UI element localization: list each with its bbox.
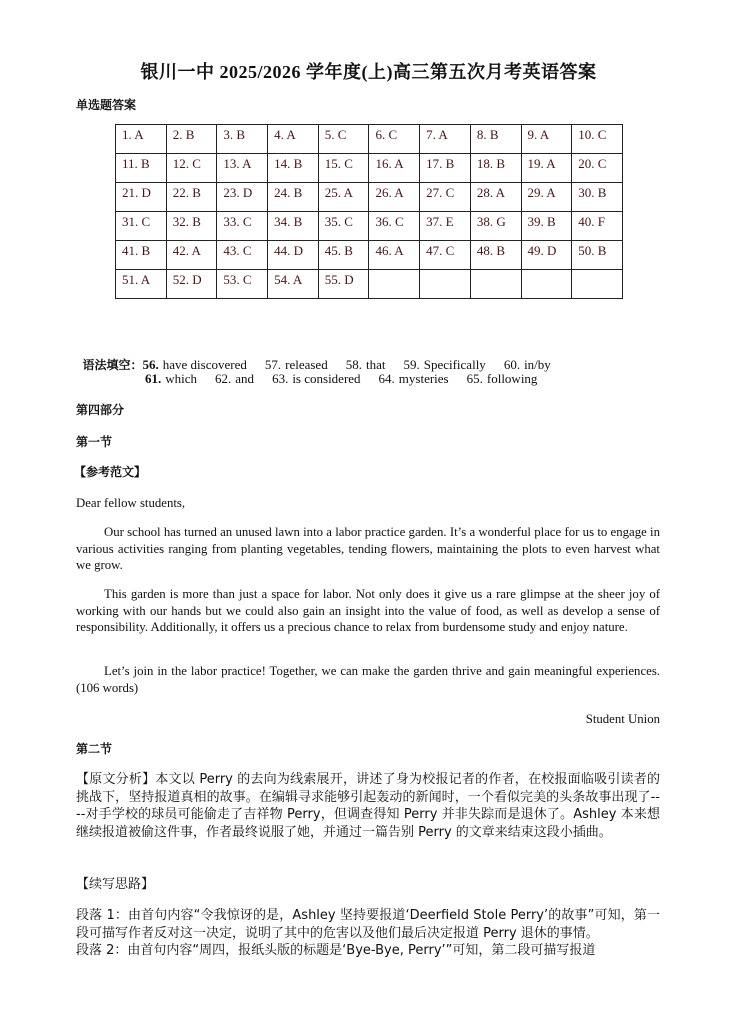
- grammar-number: 62.: [215, 371, 232, 386]
- answer-cell: 22. B: [166, 183, 217, 212]
- mcq-heading: 单选题答案: [76, 98, 137, 112]
- answer-cell: 51. A: [116, 270, 167, 299]
- grammar-text: and: [235, 371, 255, 386]
- answer-cell: 19. A: [521, 154, 572, 183]
- answer-cell: 34. B: [268, 212, 319, 241]
- grammar-text: in/by: [524, 357, 551, 372]
- grammar-number: 64.: [378, 371, 395, 386]
- answer-row: [116, 125, 623, 154]
- answer-cell: 39. B: [521, 212, 572, 241]
- answer-cell: [470, 270, 521, 299]
- answer-cell: 17. B: [420, 154, 471, 183]
- answer-cell: 44. D: [268, 241, 319, 270]
- answer-cell: 13. A: [217, 154, 268, 183]
- answer-row: [116, 241, 623, 270]
- grammar-text: mysteries: [398, 371, 449, 386]
- grammar-line-1: [76, 340, 583, 373]
- grammar-number: 59.: [403, 357, 420, 372]
- answer-cell: 4. A: [268, 125, 319, 154]
- grammar-number: 56.: [142, 357, 159, 372]
- answer-cell: 47. C: [420, 241, 471, 270]
- ideas-list: [76, 907, 660, 960]
- ideas-heading: 【续写思路】: [76, 877, 155, 892]
- grammar-answer: [379, 371, 449, 386]
- letter-paragraph-2: This garden is more than just a space for labor. Not only does it give us a rare glimpse at the sheer joy of working with our hands but we could also gain an insight into the value of food, as well as develop a sense of responsibility. Additionally, it offers us a precious chance to relax from burdensome study and enjoy nature.: [76, 587, 660, 634]
- sample-heading: 【参考范文】: [74, 465, 147, 479]
- document-title: 银川一中 2025/2026 学年度(上)高三第五次月考英语答案: [140, 62, 597, 82]
- answer-cell: [572, 270, 623, 299]
- answer-cell: 5. C: [318, 125, 369, 154]
- grammar-answer: [504, 357, 551, 372]
- answer-cell: 16. A: [369, 154, 420, 183]
- grammar-line-2: [145, 371, 569, 387]
- answer-cell: 40. F: [572, 212, 623, 241]
- answer-cell: 31. C: [116, 212, 167, 241]
- grammar-text: have discovered: [162, 357, 247, 372]
- answer-cell: 54. A: [268, 270, 319, 299]
- section2-heading: 第二节: [76, 742, 113, 756]
- answer-cell: [420, 270, 471, 299]
- answer-row: [116, 270, 623, 299]
- answer-row: [116, 154, 623, 183]
- answer-cell: 32. B: [166, 212, 217, 241]
- answer-cell: 9. A: [521, 125, 572, 154]
- answer-cell: 27. C: [420, 183, 471, 212]
- grammar-text: which: [165, 371, 198, 386]
- answer-cell: 3. B: [217, 125, 268, 154]
- analysis-text: 【原文分析】本文以 Perry 的去向为线索展开，讲述了身为校报记者的作者，在校报面临吸引读者的挑战下，坚持报道真相的故事。在编辑寻求能够引起轰动的新闻时，一个看似完美的头条故事出现了----对手学校的球员可能偷走了吉祥物 Perry，但调查得知 Perry 并非失踪而是退休了。Ashley 本来想继续报道被偷这件事，作者最终说服了她，并通过一篇告别 Perry 的文章来结束这段小插曲。: [76, 772, 660, 840]
- idea-paragraph-1: 段落 1：由首句内容“令我惊讶的是，Ashley 坚持要报道‘Deerfield Stole Perry’的故事”可知，第一段可描写作者反对这一决定，说明了其中的危害以及他们最后决定报道 Perry 退休的事情。: [76, 908, 660, 941]
- answer-cell: 2. B: [166, 125, 217, 154]
- grammar-answer: [467, 371, 538, 386]
- answer-cell: 24. B: [268, 183, 319, 212]
- answer-cell: 23. D: [217, 183, 268, 212]
- answer-cell: 49. D: [521, 241, 572, 270]
- letter-paragraph-1: Our school has turned an unused lawn into a labor practice garden. It’s a wonderful place for us to engage in various activities ranging from planting vegetables, tending flowers, maintaining the plots to even harvest what we grow.: [76, 525, 660, 572]
- part4-heading: 第四部分: [76, 403, 125, 417]
- grammar-answer: [145, 371, 197, 386]
- grammar-text: released: [285, 357, 328, 372]
- answer-cell: 52. D: [166, 270, 217, 299]
- answer-cell: 37. E: [420, 212, 471, 241]
- letter-greeting: Dear fellow students,: [76, 496, 186, 510]
- answer-cell: 25. A: [318, 183, 369, 212]
- answer-cell: 26. A: [369, 183, 420, 212]
- answer-cell: 28. A: [470, 183, 521, 212]
- answer-row: [116, 212, 623, 241]
- grammar-answer: [346, 357, 386, 372]
- answer-cell: 6. C: [369, 125, 420, 154]
- grammar-number: 60.: [503, 357, 521, 372]
- answer-cell: 55. D: [318, 270, 369, 299]
- grammar-answer: [143, 357, 247, 372]
- answer-cell: 10. C: [572, 125, 623, 154]
- letter-paragraph-3: Let’s join in the labor practice! Together, we can make the garden thrive and gain meaningful experiences.(106 words): [76, 664, 660, 695]
- answer-cell: 8. B: [470, 125, 521, 154]
- grammar-number: 58.: [345, 357, 362, 372]
- answer-cell: 46. A: [369, 241, 420, 270]
- grammar-number: 57.: [264, 357, 282, 372]
- grammar-answer: [403, 357, 485, 372]
- grammar-number: 63.: [272, 371, 289, 386]
- answer-cell: 41. B: [116, 241, 167, 270]
- answer-cell: 33. C: [217, 212, 268, 241]
- answer-cell: 50. B: [572, 241, 623, 270]
- grammar-answer: [272, 371, 360, 386]
- answer-cell: 29. A: [521, 183, 572, 212]
- answer-cell: 42. A: [166, 241, 217, 270]
- answer-cell: 18. B: [470, 154, 521, 183]
- section1-heading: 第一节: [76, 435, 113, 449]
- answer-cell: 35. C: [318, 212, 369, 241]
- answer-cell: 38. G: [470, 212, 521, 241]
- answer-cell: 1. A: [116, 125, 167, 154]
- grammar-answer: [265, 357, 328, 372]
- grammar-text: is considered: [292, 371, 361, 386]
- grammar-text: that: [365, 357, 386, 372]
- answer-cell: 21. D: [116, 183, 167, 212]
- grammar-number: 61.: [145, 371, 162, 386]
- answer-cell: 11. B: [116, 154, 167, 183]
- grammar-number: 65.: [466, 371, 483, 386]
- answer-cell: [369, 270, 420, 299]
- answer-cell: 30. B: [572, 183, 623, 212]
- answer-cell: 45. B: [318, 241, 369, 270]
- answer-cell: 53. C: [217, 270, 268, 299]
- answer-cell: [521, 270, 572, 299]
- grammar-label: 语法填空：: [82, 358, 143, 372]
- letter-signature: Student Union: [585, 712, 660, 726]
- grammar-answer: [215, 371, 254, 386]
- grammar-text: following: [486, 371, 538, 386]
- answer-cell: 43. C: [217, 241, 268, 270]
- answer-cell: 15. C: [318, 154, 369, 183]
- mcq-answer-table: [115, 124, 623, 299]
- answer-cell: 36. C: [369, 212, 420, 241]
- grammar-text: Specifically: [423, 357, 486, 372]
- answer-cell: 20. C: [572, 154, 623, 183]
- answer-cell: 48. B: [470, 241, 521, 270]
- answer-cell: 7. A: [420, 125, 471, 154]
- answer-row: [116, 183, 623, 212]
- idea-paragraph-2: 段落 2：由首句内容“周四，报纸头版的标题是‘Bye-Bye, Perry’”可知，第二段可描写报道: [76, 943, 596, 958]
- answer-cell: 12. C: [166, 154, 217, 183]
- answer-cell: 14. B: [268, 154, 319, 183]
